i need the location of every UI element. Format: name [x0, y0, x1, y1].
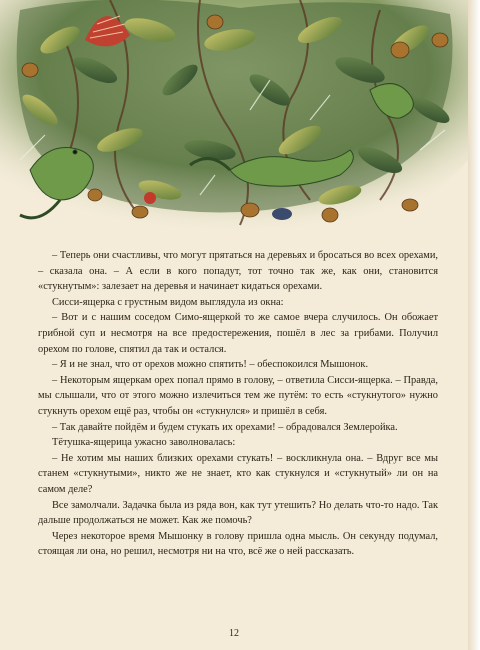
page-number: 12	[229, 628, 239, 639]
paragraph: Сисси-ящерка с грустным видом выглядула из окна:	[52, 296, 284, 308]
paragraph: – Так давайте пойдём и будем стукать их орехами! – обрадовался Землеройка.	[52, 421, 398, 433]
paragraph: – Не хотим мы наших близких орехами стукать! – воскликнула она. – Вдруг все мы станем «стукнутыми», никто же не знает, кто как стукнулся и «стукнутый» ли он на самом деле?	[38, 452, 438, 495]
forest-illustration	[0, 0, 468, 245]
story-text	[38, 248, 438, 560]
paragraph: Через некоторое время Мышонку в голову пришла одна мысль. Он секунду подумал, стоящая ли она, но решил, несмотря ни на что, всё же о ней рассказать.	[38, 530, 438, 558]
paragraph: – Некоторым ящеркам орех попал прямо в голову, – ответила Сисси-ящерка. – Правда, мы слышали, что от этого можно излечиться тем же путём: то есть «стукнутого» нужно стукнуть орехом ещё раз, чтобы он «стукнулся» и пришёл в себя.	[38, 374, 438, 417]
paragraph: Тётушка-ящерица ужасно заволновалась:	[52, 437, 236, 449]
paragraph: – Теперь они счастливы, что могут прятаться на деревьях и бросаться во всех орехами, – сказала она. – А если в кого попадут, тот точно так же, как они, становится «стукнутым»: залезает на деревья и начинает кидаться орехами.	[38, 250, 438, 293]
paragraph: – Вот и с нашим соседом Симо-ящеркой то же самое вчера случилось. Он обожает грибной суп и несмотря на все предостережения, пошёл в лес за грибами. Получил орехом по голове, спятил да так и остался.	[38, 312, 438, 355]
page-edge	[468, 0, 480, 650]
paragraph: – Я и не знал, что от орехов можно спятить! – обеспокоился Мышонок.	[52, 359, 369, 371]
paragraph: Все замолчали. Задачка была из ряда вон, как тут утешить? Но делать что-то надо. Так дальше продолжаться не может. Как же помочь?	[38, 499, 438, 527]
